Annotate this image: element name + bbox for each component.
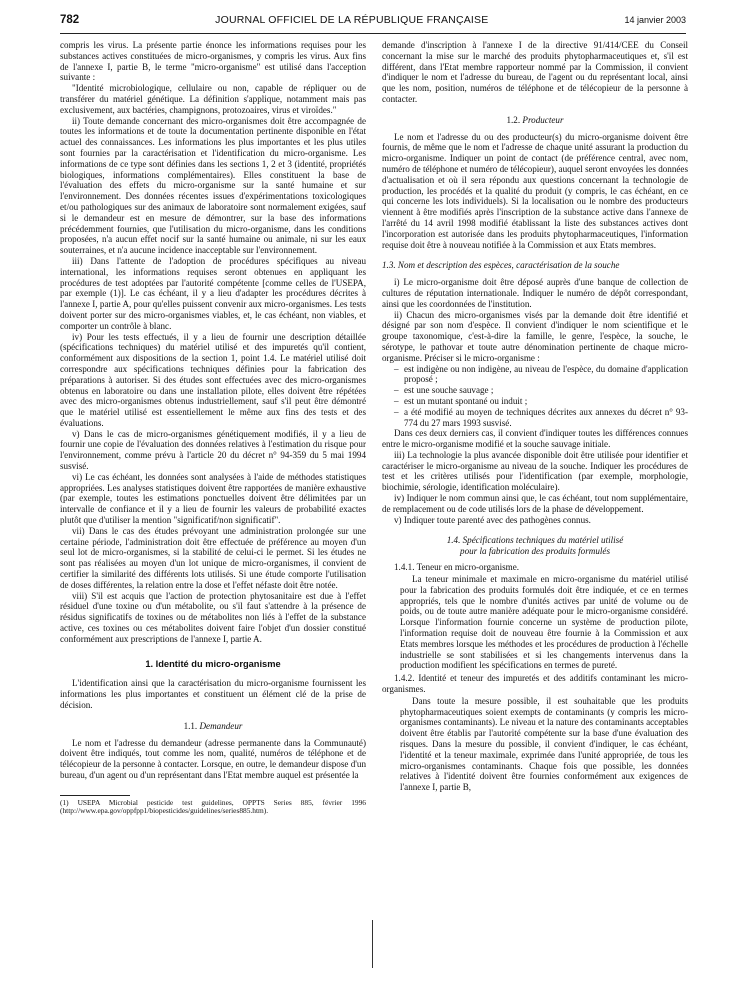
column-divider <box>372 920 373 968</box>
dash-list <box>382 364 688 429</box>
paragraph: Le nom et l'adresse du ou des producteur(s) du micro-organisme doivent être fournis, de même que le nom et l'adresse de chaque unité assurant la production du micro-organisme. Indiquer un point de contact (de préférence central, avec nom, numéro de téléphone et numéro de télécopieur), auquel seront envoyées les données d'actualisation et où il sera répondu aux questions concernant la technologie de production, les procédés et la qualité du produit (y compris, le cas échéant, en ce qui concerne les lots individuels). Si la localisation ou le nombre des producteurs viennent à être modifiés après l'inscription de la substance active dans l'annexe de l'arrêté du 14 avril 1998 modifié établissant la liste des substances actives dont l'incorporation est autorisée dans les produits phytopharmaceutiques, l'information requise doit être à nouveau notifiée à la Commission et aux Etats membres. <box>382 131 688 250</box>
paragraph: ii) Chacun des micro-organismes visés par la demande doit être identifié et désigné par son nom d'espèce. Il convient d'indiquer le nom scientifique et le groupe taxonomique, c'est-à-dire la famille, le genre, l'espèce, la souche, le sérotype, le pathovar et toute autre dénomination pertinente de chaque micro-organisme. Préciser si le micro-organisme : <box>382 309 688 363</box>
paragraph: v) Indiquer toute parenté avec des pathogènes connus. <box>394 514 591 525</box>
page-number: 782 <box>60 14 80 26</box>
list-item: – est indigène ou non indigène, au niveau de l'espèce, du domaine d'application proposé ; <box>394 364 688 386</box>
paragraph: compris les virus. La présente partie énonce les informations requises pour les substances actives constituées de micro-organismes, y compris les virus. Aux fins de l'annexe I, partie B, le terme "micro-organisme" est utilisé dans l'acception suivante : <box>60 40 366 83</box>
issue-date: 14 janvier 2003 <box>624 15 686 25</box>
paragraph: viii) S'il est acquis que l'action de protection phytosanitaire est due à l'effet résiduel d'une toxine ou d'un métabolite, ou s'il faut s'attendre à la présence de résidus significatifs de toxines ou de métabolites non liés à l'effet de la substance active, ces toxines ou ces métabolites doivent faire l'objet d'un dossier constitué conformément aux prescriptions de l'annexe I, partie A. <box>60 590 366 644</box>
paragraph: i) Le micro-organisme doit être déposé auprès d'une banque de collection de cultures de réputation internationale. Indiquer le numéro de dépôt correspondant, ainsi que les coordonnées de l'institution. <box>382 277 688 309</box>
right-column <box>382 40 688 793</box>
paragraph: Dans toute la mesure possible, il est souhaitable que les produits phytopharmaceutiques soient exempts de contaminants (y compris les micro-organismes contaminants). Le niveau et la nature des contaminants acceptables doivent être établis par l'autorité compétente sur la base d'une évaluation des risques. Dans la mesure du possible, il convient d'indiquer, le cas échéant, l'identité et la teneur maximale, exprimée dans l'unité appropriée, de tous les micro-organismes contaminants. Chaque fois que possible, les données relatives à l'identité doivent être fournies conformément aux exigences de l'annexe I, partie B, <box>400 695 688 793</box>
paragraph: iii) La technologie la plus avancée disponible doit être utilisée pour identifier et caractériser le micro-organisme au niveau de la souche. Indiquer les procédures de test et les critères utilisés pour l'identification (par exemple, morphologie, biochimie, sérologie, identification moléculaire). <box>382 449 688 493</box>
paragraph: vii) Dans le cas des études prévoyant une administration prolongée sur une certaine période, l'administration doit être effectuée de préférence au moyen d'un seul lot de micro-organismes, si la stabilité de celui-ci le permet. Si les études ne sont pas réalisées au moyen d'un lot unique de micro-organismes, il convient de certifier la similarité des différents lots utilisés. Si une étude comporte l'utilisation de doses différentes, la relation entre la dose et l'effet néfaste doit être notée. <box>60 525 366 590</box>
paragraph: iv) Indiquer le nom commun ainsi que, le cas échéant, tout nom supplémentaire, de remplacement ou de code utilisés lors de la phase de développement. <box>382 493 688 514</box>
paragraph: vi) Le cas échéant, les données sont analysées à l'aide de méthodes statistiques appropriées. Les analyses statistiques doivent être rapportées de manière exhaustive (par exemple, toutes les estimations ponctuelles doivent être délimitées par un intervalle de confiance et il y a lieu de fournir les valeurs de probabilité exactes plutôt que d'utiliser la mention "significatif/non significatif". <box>60 471 366 526</box>
paragraph: iii) Dans l'attente de l'adoption de procédures spécifiques au niveau international, les informations requises seront obtenues en appliquant les procédures de test adoptées par l'autorité compétente [comme celles de l'USEPA, par exemple (1)]. Le cas échéant, il y a lieu d'adapter les procédures décrites à l'annexe I, partie A, pour qu'elles puissent convenir aux micro-organismes. Les tests doivent porter sur des micro-organismes viables, et, le cas échéant, non viables, et comporter un contrôle à blanc. <box>60 255 366 331</box>
definition-quote: "Identité microbiologique, cellulaire ou non, capable de répliquer ou de transférer du matériel génétique. La définition s'applique, notamment mais pas exclusivement, aux bactéries, champignons, protozoaires, virus et viroïdes." <box>60 83 366 115</box>
journal-title: JOURNAL OFFICIEL DE LA RÉPUBLIQUE FRANÇAISE <box>215 14 489 26</box>
paragraph: Dans ces deux derniers cas, il convient d'indiquer toutes les différences connues entre le micro-organisme modifié et la souche sauvage initiale. <box>382 428 688 450</box>
subsection-heading <box>60 721 366 732</box>
footnote: (1) USEPA Microbial pesticide test guidelines, OPPTS Series 885, février 1996 (http://www.epa.gov/oppfpp1/biopesticides/guidelines/series885.htm). <box>60 797 366 816</box>
list-item: – est un mutant spontané ou induit ; <box>394 396 688 407</box>
subsection-number: 1.1. <box>183 720 198 731</box>
subsection-number: 1.2. <box>506 114 521 125</box>
header-rule <box>60 33 686 34</box>
paragraph: ii) Toute demande concernant des micro-organismes doit être accompagnée de toutes les informations et de toute la documentation pertinente disponible en l'état actuel des connaissances. Les informations les plus importantes et les plus utiles sont fournies par la caractérisation et l'identification du micro-organisme. Les informations de ce type sont définies dans les sections 1, 2 et 3 (identité, propriétés biologiques, informations complémentaires). Elles constituent la base de l'évaluation des effets du micro-organisme sur la santé humaine et sur l'environnement. Des données récentes issues d'expérimentations toxicologiques et/ou pathologiques sur des animaux de laboratoire sont normalement exigées, sauf si le demandeur est en mesure de démontrer, sur la base des informations précédemment fournies, que l'utilisation du micro-organisme, dans les conditions proposées, n'a aucun effet nocif sur la santé humaine ou animale, ni sur les eaux souterraines, et n'a aucune incidence inacceptable sur l'environnement. <box>60 115 366 256</box>
paragraph: Le nom et l'adresse du demandeur (adresse permanente dans la Communauté) doivent être indiqués, tout comme les nom, qualité, numéros de téléphone et de télécopieur de la personne à contacter. Lorsque, en outre, le demandeur dispose d'un bureau, d'un agent ou d'un représentant dans l'Etat membre auquel est présentée la <box>60 737 366 780</box>
paragraph: v) Dans le cas de micro-organismes génétiquement modifiés, il y a lieu de fournir une copie de l'évaluation des données relatives à l'estimation du risque pour l'environnement, comme prévu à l'article 20 du décret n° 94-359 du 5 mai 1994 susvisé. <box>60 428 366 472</box>
subsection-title-line: pour la fabrication des produits formulés <box>460 545 610 556</box>
paragraph: demande d'inscription à l'annexe I de la directive 91/414/CEE du Conseil concernant la mise sur le marché des produits phytopharmaceutiques et, s'il est différent, dans l'Etat membre rapporteur nommé par la Commission, il convient d'indiquer le nom et l'adresse du bureau, de l'agent ou du représentant local, ainsi que les nom, position, numéros de téléphone et de télécopieur de la personne à contacter. <box>382 40 688 104</box>
subsection-heading <box>382 115 688 126</box>
paragraph: La teneur minimale et maximale en micro-organisme du matériel utilisé pour la fabrication des produits formulés doit être indiquée, et ce en termes appropriés, tels que le nombre d'unités actives par unité de volume ou de poids, ou de toute autre manière adéquate pour le micro-organisme considéré. Lorsque l'information fournie concerne un système de production pilote, l'information requise doit de nouveau être fournie à la Commission et aux Etats membres lorsque les méthodes et les procédures de production à l'échelle industrielle se sont stabilisées et si les changements intervenus dans la production modifient les spécifications en termes de pureté. <box>400 574 688 671</box>
paragraph: iv) Pour les tests effectués, il y a lieu de fournir une description détaillée (spécifications techniques) du matériel utilisé et des impuretés qu'il contient, conformément aux dispositions de la section 1, point 1.4. Le matériel utilisé doit correspondre aux spécifications techniques définies pour la fabrication des préparations à autoriser. Si des études sont effectuées avec des micro-organismes obtenus en laboratoire ou dans une installation pilote, elles doivent être répétées avec des micro-organismes obtenus industriellement, sauf s'il peut être démontré que le matériel utilisé est essentiellement le même aux fins des tests et des évaluations. <box>60 331 366 428</box>
subsection-heading: 1.3. Nom et description des espèces, caractérisation de la souche <box>382 260 620 271</box>
footnote-rule <box>60 795 130 796</box>
list-item: – est une souche sauvage ; <box>394 385 688 396</box>
subsection-title-line: 1.4. Spécifications techniques du matériel utilisé <box>446 535 624 546</box>
list-item: – a été modifié au moyen de techniques décrites aux annexes du décret n° 93-774 du 27 mars 1993 susvisé. <box>394 407 688 429</box>
subsection-heading <box>382 535 688 556</box>
subsection-title: Demandeur <box>199 720 243 731</box>
page-header <box>60 14 686 30</box>
section-heading: 1. Identité du micro-organisme <box>145 658 281 669</box>
left-column <box>60 40 366 816</box>
paragraph: L'identification ainsi que la caractérisation du micro-organisme fournissent les informations les plus importantes et constituent un élément clé de la prise de décision. <box>60 678 366 711</box>
sub-subsection-heading: 1.4.2. Identité et teneur des impuretés et des additifs contaminant les micro-organismes. <box>382 673 688 695</box>
sub-subsection-heading: 1.4.1. Teneur en micro-organisme. <box>394 562 520 573</box>
subsection-title: Producteur <box>522 114 564 125</box>
